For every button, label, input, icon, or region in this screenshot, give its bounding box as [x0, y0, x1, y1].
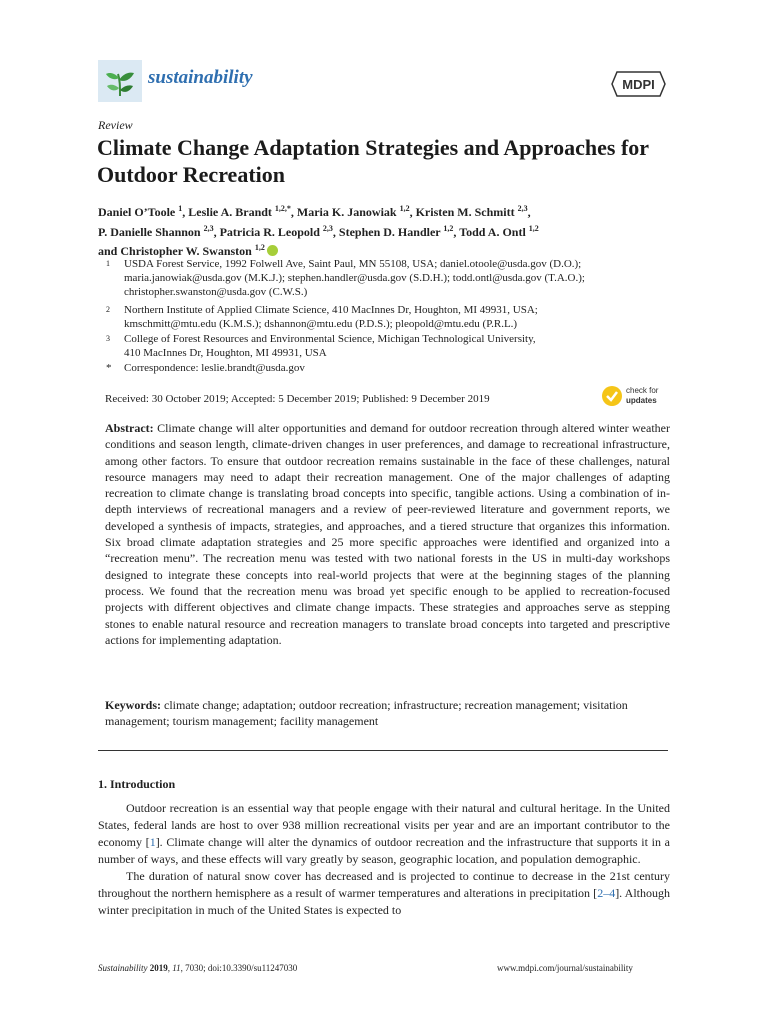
author-list: Daniel O’Toole $^1$, Leslie A. Brandt $^{1,2,*}$, Maria K. Janowiak $^{1,2}$, Kristen M. Schmitt $^{2,3}$, P. Danielle Shannon $^{2,3}$, Patricia R. Leopold $^{2,3}$, Stephen D. Handler $^{1,2}$, Todd A. Ontl $^{1,2}$ and Christopher W. Swanston $^{1,2}$ — [98, 204, 539, 258]
citation-link[interactable]: 2–4 — [597, 886, 616, 900]
paragraph: The duration of natural snow cover has decreased and is projected to continue to decrease in the 21st century throughout the northern hemisphere as a result of warmer temperatures and alterations in precipitation [2–4]. Although winter precipitation in much of the United States is expected to — [98, 869, 670, 917]
author: Kristen M. Schmitt — [415, 205, 515, 219]
keywords — [105, 697, 670, 730]
author: Daniel O’Toole — [98, 205, 176, 219]
author: Stephen D. Handler — [338, 224, 441, 239]
author: P. Danielle Shannon — [98, 224, 201, 239]
author: Christopher W. Swanston — [120, 244, 252, 258]
article-type: Review — [98, 118, 133, 132]
abstract-text: Climate change will alter opportunities and demand for outdoor recreation through altered winter weather conditions and season length, climate-driven changes in user preferences, and damage to recreational infrastructure, among other factors. To ensure that outdoor recreation remains sustainable in the face of these challenges, natural resource managers may need to adapt their recreation management. One of the major challenges of adapting recreation to climate change is translating broad concepts into specific, tangible actions. Using a combination of in-depth interviews of recreational managers and a review of peer-reviewed literature and government reports, we developed a synthesis of impacts, strategies, and approaches, and a tiered structure that organizes this information. Six broad climate adaptation strategies and 25 more specific approaches were identified and organized into a “recreation menu”. The recreation menu was tested with two national forests in the US in multi-day workshops designed to integrate these concepts into real-world projects that were at the beginning stages of the planning process. We found that the recreation menu was broad yet specific enough to be applied to recreation-focused projects with different objectives and climate change impacts. These strategies and approaches serve as stepping stones to enable natural resource and recreation managers to translate broad concepts into targeted and prescriptive actions for implementing adaptation. — [105, 421, 670, 647]
citation-link[interactable]: 1 — [149, 835, 156, 849]
section-heading: 1. Introduction — [98, 777, 176, 791]
abstract — [105, 420, 670, 648]
abstract-label: Abstract: — [105, 421, 154, 435]
author: Leslie A. Brandt — [188, 205, 272, 219]
author: Patricia R. Leopold — [219, 224, 320, 239]
footer-citation: Sustainability 2019, 11, 7030; doi:10.3390/su11247030 — [98, 963, 298, 973]
article-title: Climate Change Adaptation Strategies and Approaches for Outdoor Recreation — [97, 135, 649, 187]
author: Maria K. Janowiak — [296, 205, 397, 219]
check-for-updates-badge[interactable] — [600, 382, 670, 410]
paragraph: Outdoor recreation is an essential way that people engage with their natural and cultural heritage. In the United States, federal lands are host to over 938 million recreational visits per year and are an important contributor to the economy [1]. Climate change will alter the dynamics of outdoor recreation and the infrastructure that supports it in a number of ways, and these effects will vary greatly by season, geographic location, and population demographic. — [98, 801, 670, 866]
divider — [98, 750, 668, 751]
keywords-text: climate change; adaptation; outdoor recreation; infrastructure; recreation management; visitation management; tourism management; facility management — [105, 698, 628, 729]
svg-text:MDPI: MDPI — [622, 77, 655, 92]
mdpi-logo — [611, 71, 666, 97]
keywords-label: Keywords: — [105, 698, 161, 712]
svg-text:updates: updates — [626, 396, 657, 405]
introduction-body — [98, 800, 670, 919]
author: Todd A. Ontl — [459, 224, 526, 239]
orcid-icon[interactable] — [267, 245, 278, 256]
footer-url[interactable]: www.mdpi.com/journal/sustainability — [497, 963, 633, 973]
journal-logo — [98, 60, 142, 102]
publication-dates: Received: 30 October 2019; Accepted: 5 December 2019; Published: 9 December 2019 — [105, 393, 490, 405]
svg-text:check for: check for — [626, 386, 659, 395]
journal-name: sustainability — [148, 67, 253, 88]
